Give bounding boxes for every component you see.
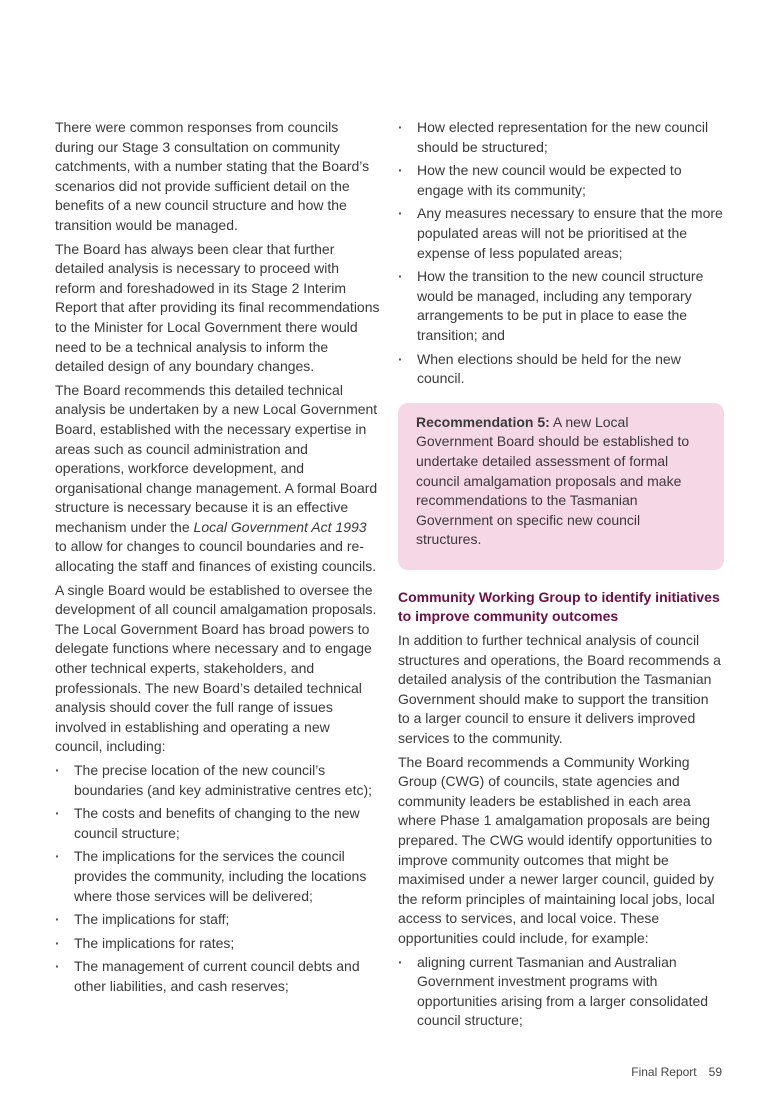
left-paragraph-4: A single Board would be established to oversee the development of all council amalgamation proposals. The Local Government Board has broad powers to delegate functions where necessary and to engage other technical experts, stakeholders, and professionals. The new Board’s detailed technical analysis should cover the full range of issues involved in establishing and operating a new council, including:: [55, 581, 377, 755]
list-item: · The implications for the services the council provides the community, including the locations where those services will be delivered;: [55, 847, 380, 906]
left-column: [55, 118, 380, 1001]
list-item: · How the new council would be expected to engage with its community;: [398, 161, 724, 200]
list-item: · The implications for rates;: [55, 934, 380, 954]
right-bullet-list: [398, 118, 724, 389]
right-paragraph-2: The Board recommends a Community Working Group (CWG) of councils, state agencies and community leaders be established in each area where Phase 1 amalgamation proposals are being prepared. The CWG would identify opportunities to improve community outcomes that might be maximised under a newer larger council, guided by the reform principles of maintaining local jobs, local access to services, and local voice. These opportunities could include, for example:: [398, 753, 715, 946]
right-bullet-list-2: [398, 953, 724, 1031]
list-item: · The management of current council debts and other liabilities, and cash reserves;: [55, 957, 380, 996]
act-title: Local Government Act 1993: [193, 518, 367, 535]
right-paragraph-1: In addition to further technical analysis of council structures and operations, the Board recommends a detailed analysis of the contribution the Tasmanian Government should make to support the transition to a larger council to ensure it delivers improved services to the community.: [398, 632, 721, 747]
left-paragraph-1: There were common responses from councils during our Stage 3 consultation on community catchments, with a number stating that the Board’s scenarios did not provide sufficient detail on the benefits of a new council structure and how the transition would be managed.: [55, 119, 370, 233]
list-item: · Any measures necessary to ensure that the more populated areas will not be prioritised at the expense of less populated areas;: [398, 204, 724, 263]
recommendation-text: A new Local Government Board should be established to undertake detailed assessment of formal council amalgamation proposals and make recommendations to the Tasmanian Government on specific new council structures.: [416, 413, 690, 548]
list-item: · How the transition to the new council structure would be managed, including any temporary arrangements to be put in place to ease the transition; and: [398, 267, 724, 345]
footer-label: Final Report: [631, 1065, 697, 1079]
recommendation-box: [398, 403, 724, 570]
page-footer: [560, 1065, 722, 1079]
right-column: [398, 118, 724, 1035]
left-paragraph-3: [55, 381, 380, 577]
page-number: 59: [708, 1065, 722, 1079]
list-item: · The costs and benefits of changing to the new council structure;: [55, 804, 380, 843]
list-item: · aligning current Tasmanian and Australian Government investment programs with opportunities arising from a larger consolidated council structure;: [398, 953, 724, 1031]
list-item: · The precise location of the new council’s boundaries (and key administrative centres etc);: [55, 761, 380, 800]
left-paragraph-2: The Board has always been clear that further detailed analysis is necessary to proceed with reform and foreshadowed in its Stage 2 Interim Report that after providing its final recommendations to the Minister for Local Government there would need to be a technical analysis to inform the detailed design of any boundary changes.: [55, 240, 380, 375]
left-paragraph-3-start: The Board recommends this detailed technical analysis be undertaken by a new Local Government Board, established with the necessary expertise in areas such as council administration and operations, workforce development, and organisational change management. A formal Board structure is necessary because it is an effective mechanism under the: [55, 381, 378, 535]
left-paragraph-3-end: to allow for changes to council boundaries and re-allocating the staff and finances of existing councils.: [55, 538, 377, 575]
left-bullet-list: [55, 761, 380, 997]
recommendation-label: Recommendation 5:: [416, 413, 550, 430]
list-item: · How elected representation for the new council should be structured;: [398, 118, 724, 157]
section-heading: Community Working Group to identify initiatives to improve community outcomes: [398, 588, 720, 625]
list-item: · When elections should be held for the new council.: [398, 350, 724, 389]
list-item: · The implications for staff;: [55, 910, 380, 930]
